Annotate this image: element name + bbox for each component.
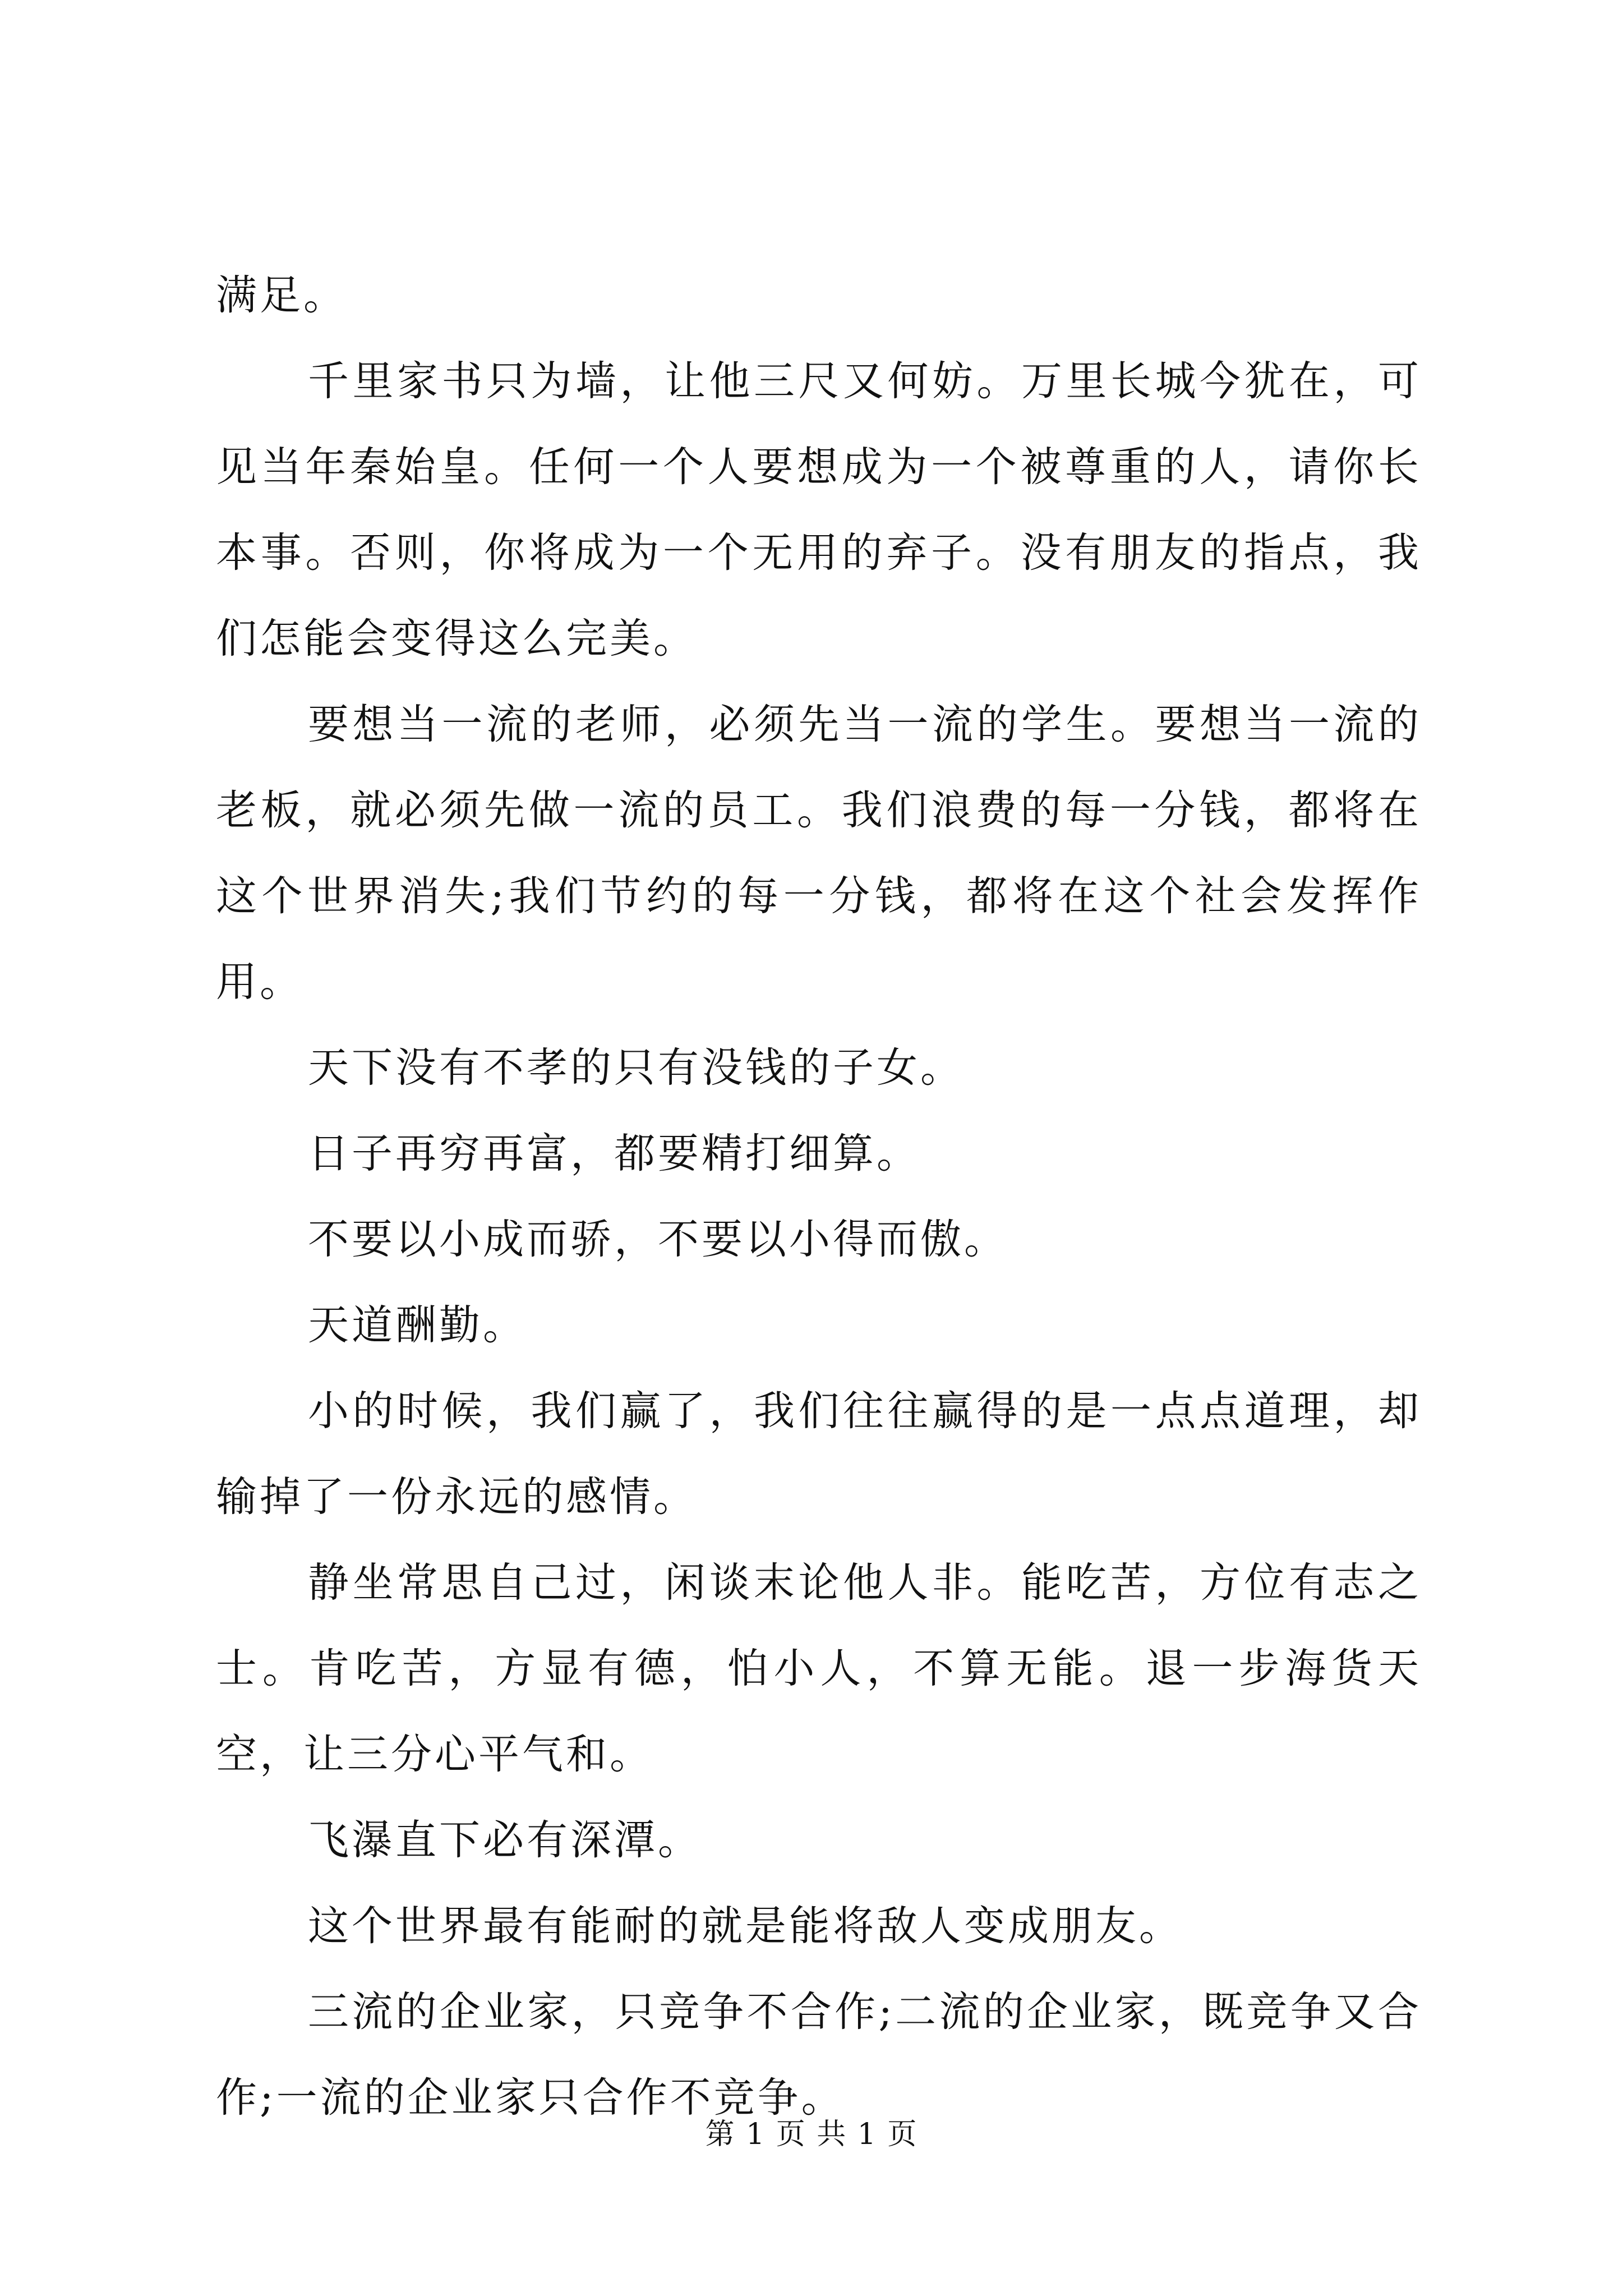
paragraph-11: 这个世界最有能耐的就是能将敌人变成朋友。 bbox=[308, 1902, 1183, 1950]
paragraph-9: 静坐常思自己过，闲谈末论他人非。能吃苦，方位有志之士。肯吃苦，方显有德，怕小人，不算无能。退一步海货天空，让三分心平气和。 bbox=[216, 1559, 1422, 1778]
paragraph-1: 满足。 bbox=[216, 272, 347, 319]
paragraph-7: 天道酬勤。 bbox=[308, 1301, 527, 1349]
paragraph-8: 小的时候，我们赢了，我们往往赢得的是一点点道理，却输掉了一份永远的感情。 bbox=[216, 1387, 1422, 1521]
page-number-label: 第 1 页 共 1 页 bbox=[705, 2118, 918, 2151]
paragraph-3: 要想当一流的老师，必须先当一流的学生。要想当一流的老板，就必须先做一流的员工。我们浪费的每一分钱，都将在这个世界消失;我们节约的每一分钱，都将在这个社会发挥作用。 bbox=[216, 701, 1422, 1006]
paragraph-2: 千里家书只为墙，让他三尺又何妨。万里长城今犹在，可见当年秦始皇。任何一个人要想成为一个被尊重的人，请你长本事。否则，你将成为一个无用的弃子。没有朋友的指点，我们怎能会变得这么完美。 bbox=[216, 357, 1422, 662]
document-body bbox=[216, 252, 1422, 2141]
paragraph-12: 三流的企业家，只竞争不合作;二流的企业家，既竞争又合作;一流的企业家只合作不竞争。 bbox=[216, 1988, 1422, 2122]
paragraph-5: 日子再穷再富，都要精打细算。 bbox=[308, 1130, 920, 1177]
paragraph-4: 天下没有不孝的只有没钱的子女。 bbox=[308, 1044, 964, 1092]
paragraph-10: 飞瀑直下必有深潭。 bbox=[308, 1816, 702, 1864]
paragraph-6: 不要以小成而骄，不要以小得而傲。 bbox=[308, 1216, 1008, 1263]
page-footer bbox=[0, 2115, 1623, 2154]
